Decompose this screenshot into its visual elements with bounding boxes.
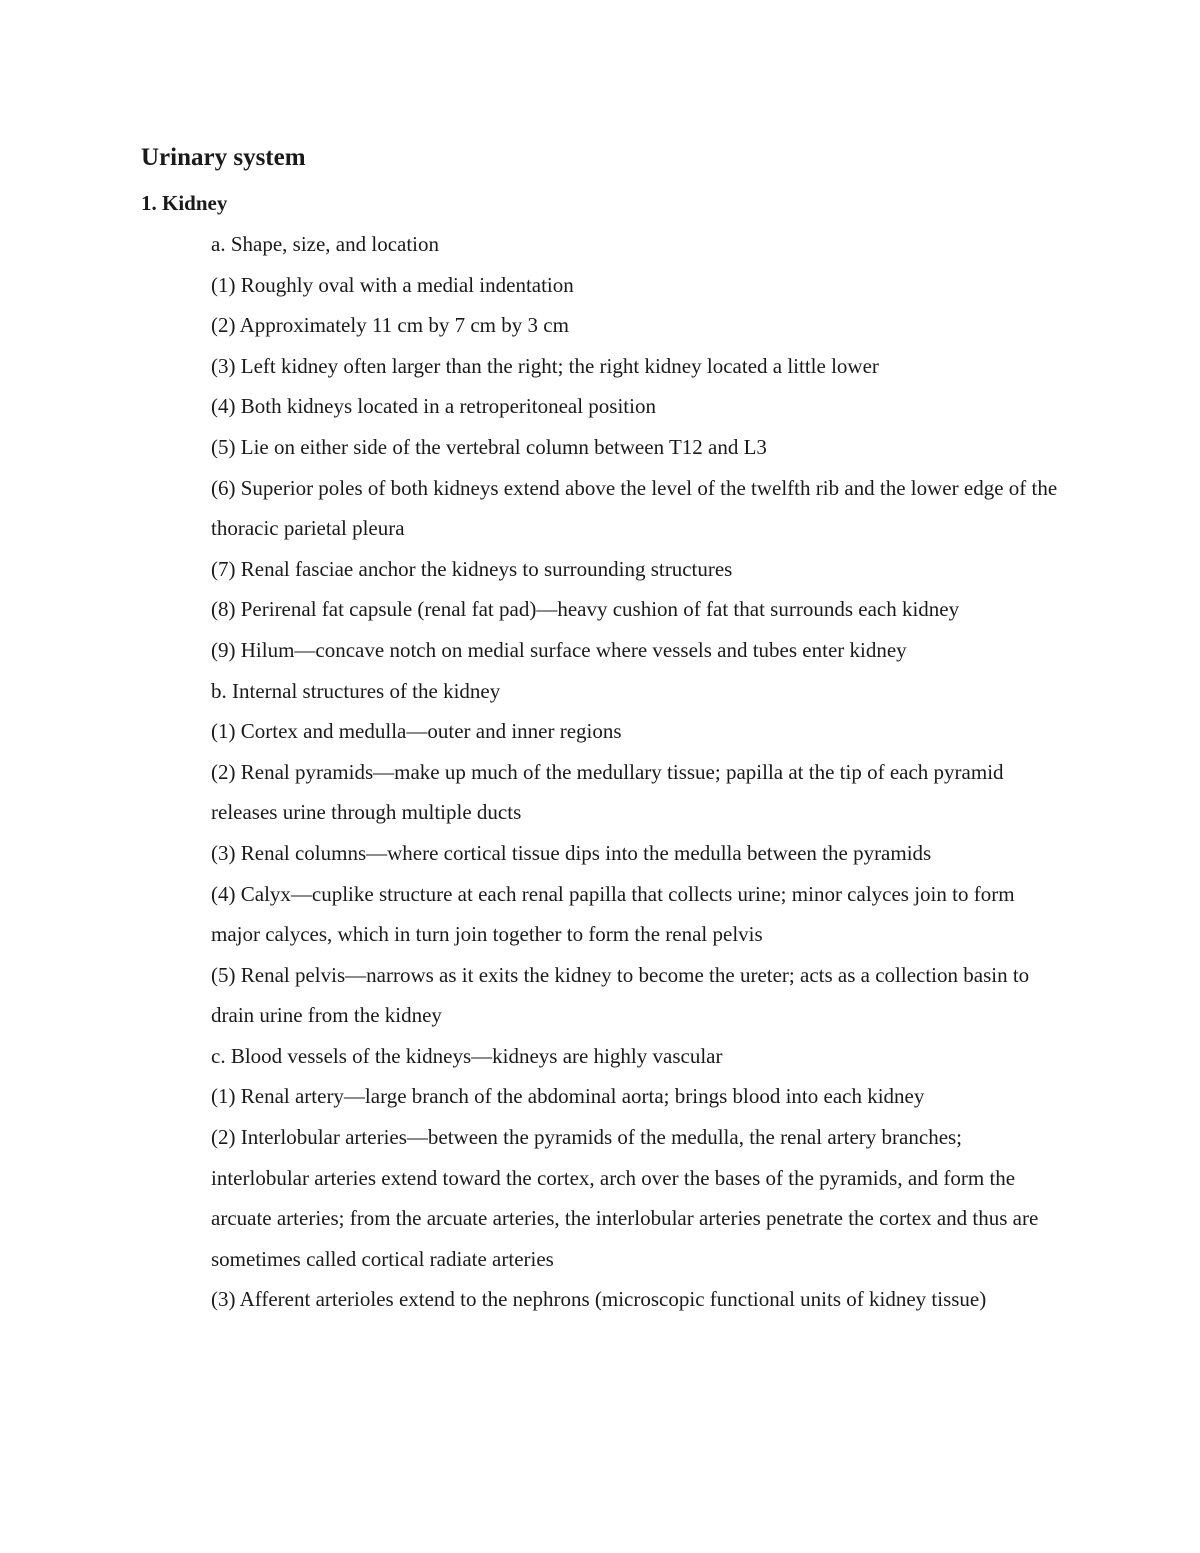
section-heading-kidney: 1. Kidney <box>141 191 228 215</box>
outline-line: (1) Roughly oval with a medial indentation <box>211 272 574 297</box>
outline-line: (8) Perirenal fat capsule (renal fat pad)—heavy cushion of fat that surrounds each kidney <box>211 597 960 622</box>
outline-line: (3) Renal columns—where cortical tissue dips into the medulla between the pyramids <box>211 840 932 865</box>
document-title: Urinary system <box>141 144 306 171</box>
outline-line: (7) Renal fasciae anchor the kidneys to surrounding structures <box>211 556 733 581</box>
outline-line: (2) Renal pyramids—make up much of the medullary tissue; papilla at the tip of each pyramid releases urine through multiple ducts <box>211 759 1004 825</box>
outline-line: (2) Interlobular arteries—between the pyramids of the medulla, the renal artery branches; interlobular arteries extend toward the cortex, arch over the bases of the pyramids, and form the arcuate arteries; from the arcuate arteries, the interlobular arteries penetrate the cortex and thus are sometimes called cortical radiate arteries <box>211 1125 1039 1271</box>
outline-line: (5) Lie on either side of the vertebral column between T12 and L3 <box>211 434 767 459</box>
outline-line: (4) Both kidneys located in a retroperitoneal position <box>211 394 656 419</box>
outline-line: (4) Calyx—cuplike structure at each renal papilla that collects urine; minor calyces join to form major calyces, which in turn join together to form the renal pelvis <box>211 881 1015 947</box>
outline-line: c. Blood vessels of the kidneys—kidneys are highly vascular <box>211 1043 723 1068</box>
outline-line: b. Internal structures of the kidney <box>211 678 501 703</box>
outline-line: a. Shape, size, and location <box>211 232 440 256</box>
outline-line: (3) Afferent arterioles extend to the nephrons (microscopic functional units of kidney tissue) <box>211 1287 987 1312</box>
outline-list <box>211 224 1061 1320</box>
outline-line: (2) Approximately 11 cm by 7 cm by 3 cm <box>211 313 569 338</box>
outline-line: (5) Renal pelvis—narrows as it exits the kidney to become the ureter; acts as a collection basin to drain urine from the kidney <box>211 962 1030 1028</box>
outline-line: (9) Hilum—concave notch on medial surface where vessels and tubes enter kidney <box>211 637 907 662</box>
outline-line: (1) Cortex and medulla—outer and inner regions <box>211 719 622 744</box>
outline-line: (3) Left kidney often larger than the right; the right kidney located a little lower <box>211 353 879 378</box>
outline-line: (1) Renal artery—large branch of the abdominal aorta; brings blood into each kidney <box>211 1084 925 1109</box>
outline-line: (6) Superior poles of both kidneys extend above the level of the twelfth rib and the lower edge of the thoracic parietal pleura <box>211 475 1058 541</box>
